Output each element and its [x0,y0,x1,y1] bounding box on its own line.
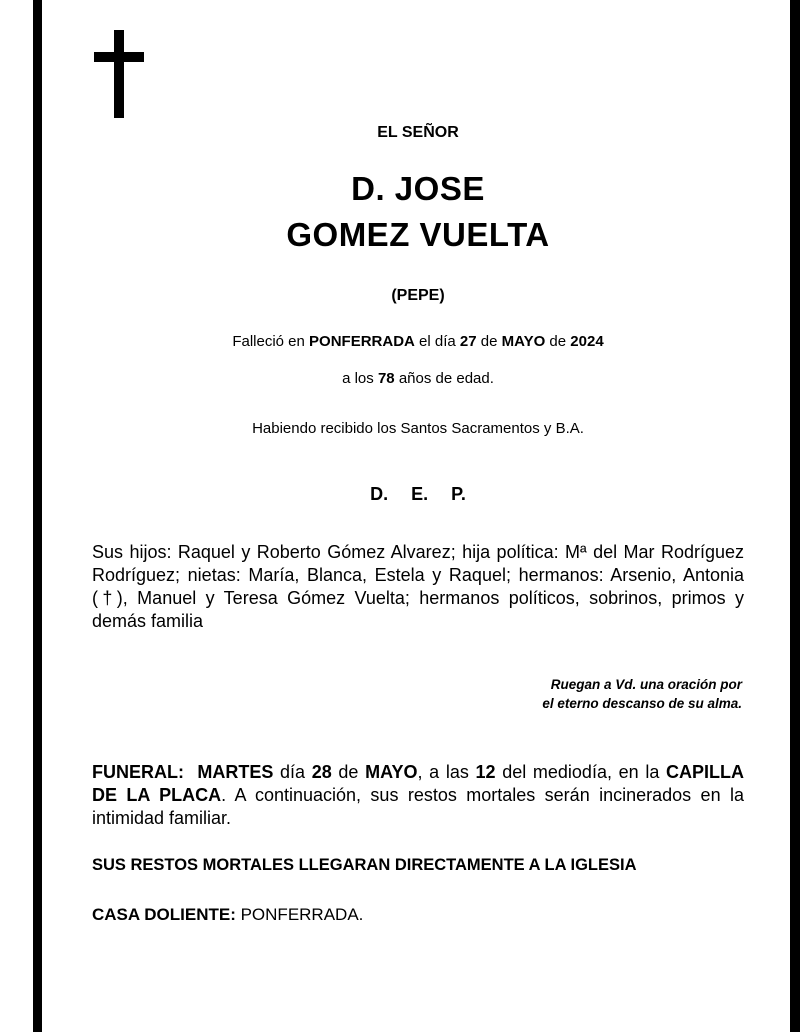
family-text: Sus hijos: Raquel y Roberto Gómez Alvarez; hija política: Mª del Mar Rodríguez Rodríguez; nietas: María, Blanca, Estela y Raquel; hermanos: Arsenio, Antonia (†), Manuel y Teresa Gómez Vuelta; hermanos políticos, sobrinos, primos y demás familia [92,542,744,631]
sacraments-text: Habiendo recibido los Santos Sacramentos y B.A. [252,420,584,437]
age-value: 78 [377,370,395,387]
title-prefix: EL SEÑOR [377,124,459,141]
funeral-place: CAPILLA DE LA PLACA [92,762,744,805]
deceased-name-line1: D. JOSE [351,170,485,207]
remains-notice: SUS RESTOS MORTALES LLEGARAN DIRECTAMENTE A LA IGLESIA [92,856,637,874]
left-border [33,0,42,1032]
deceased-name-line2: GOMEZ VUELTA [286,216,550,253]
dep-text: D. E. P. [370,484,466,504]
death-day: 27 [459,333,477,350]
death-month: MAYO [501,333,546,350]
cross-icon [94,30,144,118]
funeral-info: FUNERAL: MARTES día 28 de MAYO, a las 12 del mediodía, en la CAPILLA DE LA PLACA. A continuación, sus restos mortales serán incinerados en la intimidad familiar. [92,762,744,828]
death-place: PONFERRADA [309,333,415,350]
funeral-label: FUNERAL: [92,762,184,782]
death-year: 2024 [570,333,604,350]
house-info: CASA DOLIENTE: PONFERRADA. [92,905,364,924]
right-border [790,0,800,1032]
prayer-request: Ruegan a Vd. una oración por el eterno descanso de su alma. [542,677,742,711]
deceased-nickname: (PEPE) [391,287,445,304]
death-info: Falleció en PONFERRADA el día 27 de MAYO de 2024 [232,333,604,350]
age-info: a los 78 años de edad. [342,370,494,387]
